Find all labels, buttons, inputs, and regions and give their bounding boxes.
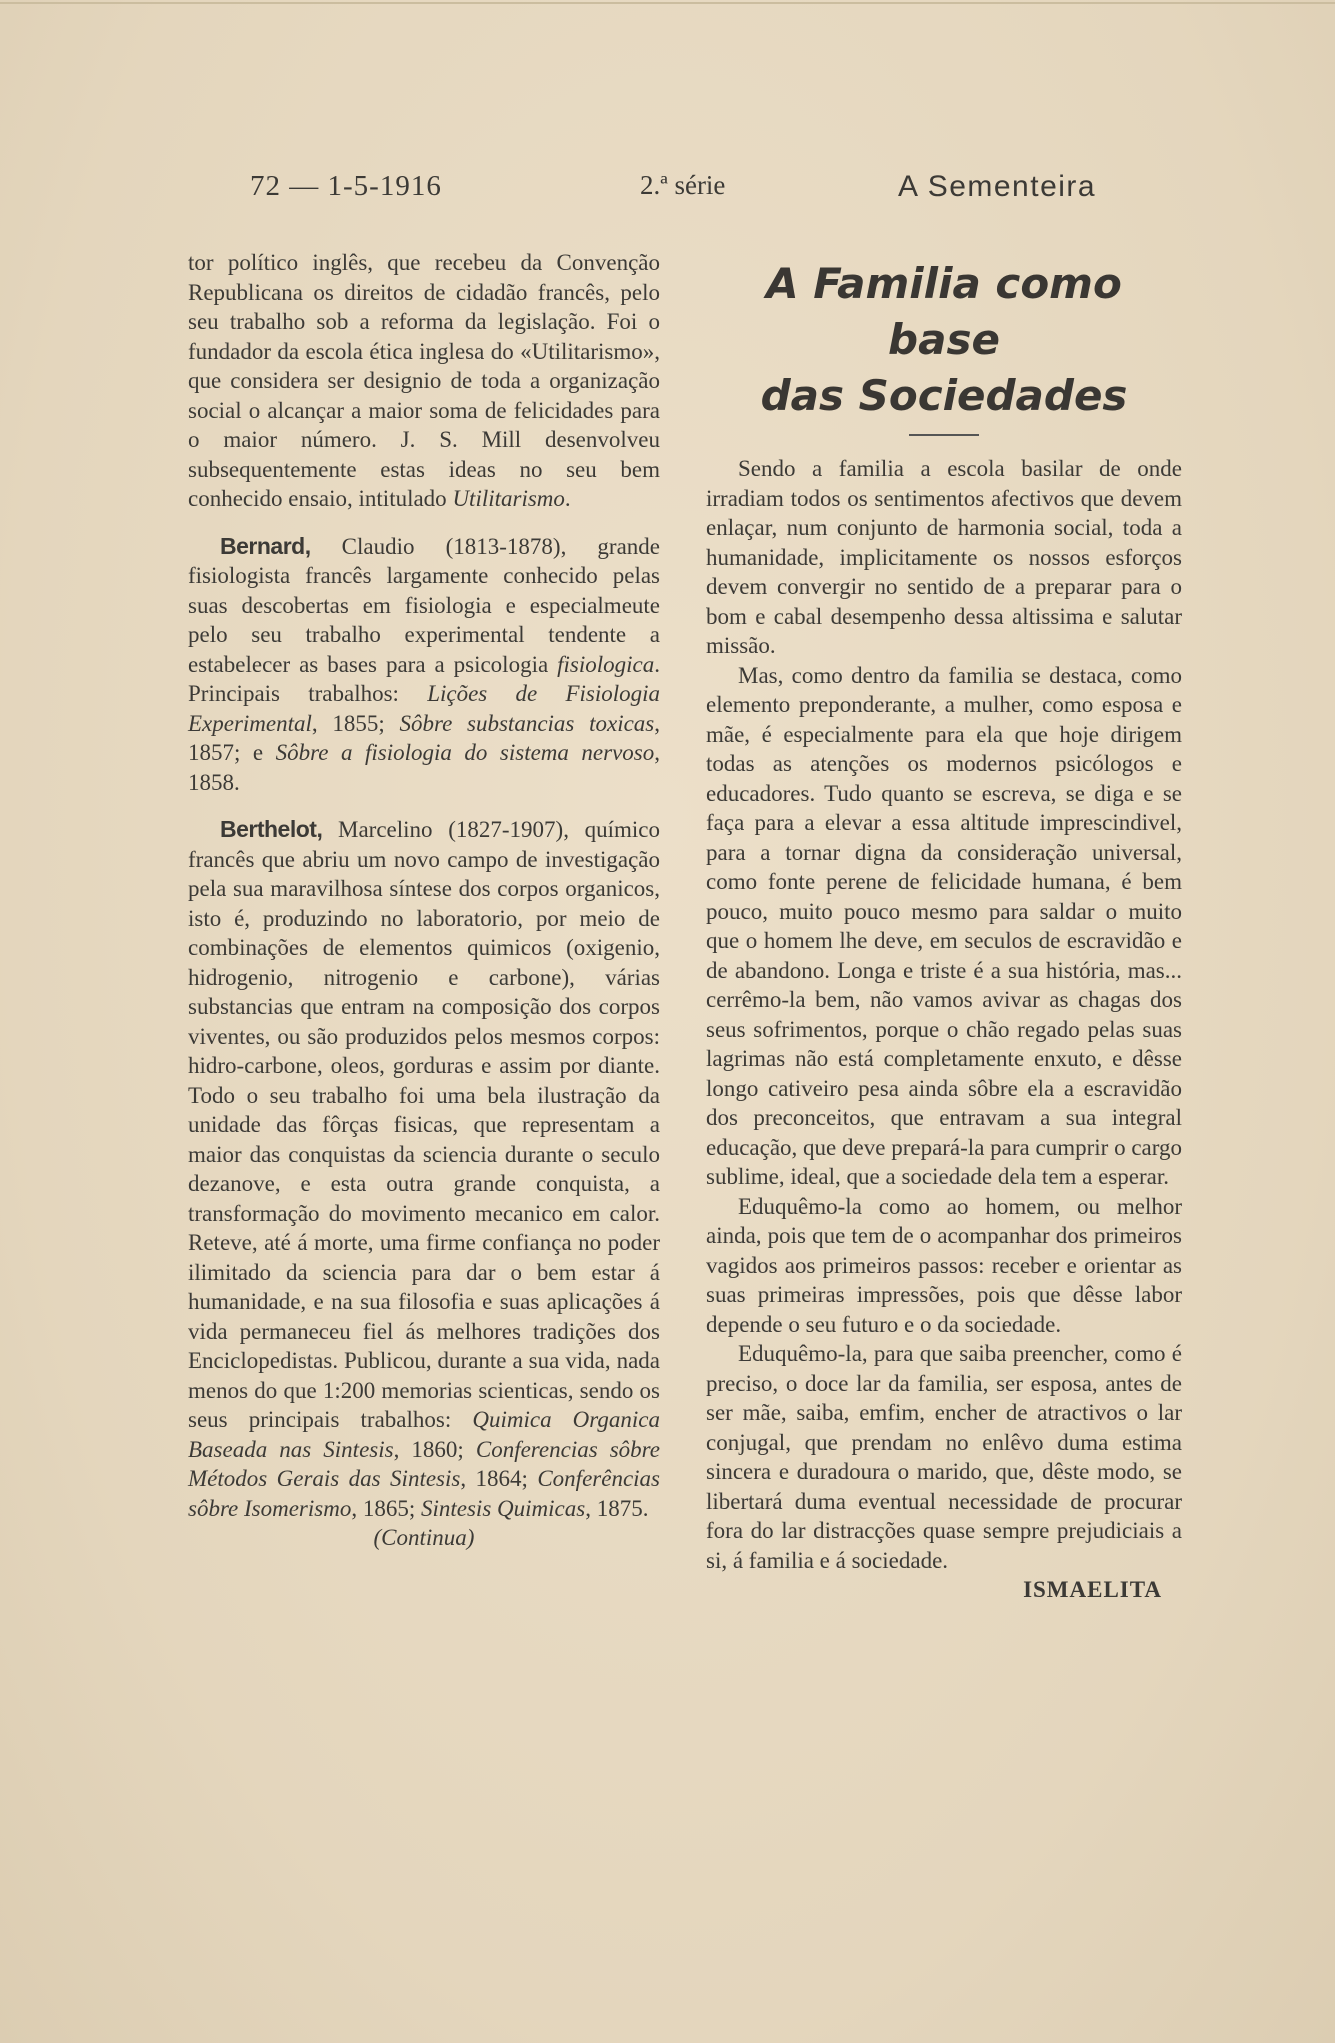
- article-paragraph-1: Sendo a familia a escola basilar de onde irradiam todos os sentimentos afectivos que devem enlaçar, num conjunto de harmonia social, toda a humanidade, implicitamente os nossos esforços devem convergir no sentido de a preparar para o bom e cabal desempenho dessa altissima e salutar missão.: [706, 456, 1182, 658]
- article-paragraph-3: Eduquêmo-la como ao homem, ou melhor ainda, pois que tem de o acompanhar dos primeiros vagidos aos primeiros passos: receber e orientar as suas primeiras impressões, pois que dêsse labor depende o seu futuro e o da sociedade.: [706, 1193, 1182, 1337]
- left-column: [188, 248, 660, 1553]
- article-paragraph-4: Eduquêmo-la, para que saiba preencher, como é preciso, o doce lar da familia, ser esposa, antes de ser mãe, saiba, emfim, encher de atractivos o lar conjugal, que prendam no enlêvo duma estima sincera e duradoura o marido, que, dêste modo, se libertará duma eventual necessidade de procurar fora do lar distracções quase sempre prejudiciais a si, á familia e á sociedade.: [706, 1341, 1182, 1573]
- page-edge: [0, 2, 1335, 4]
- article-title: A Familia como base das Sociedades: [760, 259, 1128, 420]
- paragraph-bentham-end: tor político inglês, que recebeu da Convenção Republicana os direitos de cidadão francês, pelo seu trabalho sob a reforma da legislação. Foi o fundador da escola ética inglesa do «Utilitarismo», que considera ser designio de toda a organização social o alcançar a maior soma de felicidades para o maior número. J. S. Mill desenvolveu subsequentemente estas ideas no seu bem conhecido ensaio, intitulado Utilitarismo.: [188, 250, 660, 511]
- series-label: 2.ª série: [640, 170, 726, 200]
- page-header: [0, 170, 1335, 214]
- article-paragraph-2: Mas, como dentro da familia se destaca, como elemento preponderante, a mulher, como esposa e mãe, é especialmente para ela que hoje dirigem todas as atenções os modernos psicólogos e educadores. Tudo quanto se escreva, se diga e se faça para a elevar a essa altitude imprescindivel, para a tornar digna da consideração universal, como fonte perene de felicidade humana, é bem pouco, muito pouco mesmo para saldar o muito que o homem lhe deve, em seculos de escravidão e de abandono. Longa e triste é a sua história, mas... cerrêmo-la bem, não vamos avivar as chagas dos seus sofrimentos, porque o chão regado pelas suas lagrimas não está completamente enxuto, e dêsse longo cativeiro pesa ainda sôbre ela a escravidão dos preconceitos, que entravam a sua integral educação, que deve prepará-la para cumprir o cargo sublime, ideal, que a sociedade dela tem a esperar.: [706, 662, 1182, 1189]
- author-signature: ISMAELITA: [1023, 1577, 1162, 1602]
- page-number-date: 72 — 1-5-1916: [250, 170, 442, 202]
- title-divider: [909, 434, 979, 436]
- continua-label: (Continua): [373, 1525, 475, 1550]
- publication-title: A Sementeira: [898, 170, 1097, 203]
- paragraph-berthelot: Berthelot, Marcelino (1827-1907), químico francês que abriu um novo campo de investigação pela sua maravilhosa síntese dos corpos organicos, isto é, produzindo no laboratorio, por meio de combinações de elementos quimicos (oxigenio, hidrogenio, nitrogenio e carbone), várias substancias que entram na composição dos corpos viventes, ou são produzidos pelos mesmos corpos: hidro-carbone, oleos, gorduras e assim por diante. Todo o seu trabalho foi uma bela ilustração da unidade das fôrças fisicas, que representam a maior das conquistas da sciencia durante o seculo dezanove, e esta outra grande conquista, a transformação do movimento mecanico em calor. Reteve, até á morte, uma firme confiança no poder ilimitado da sciencia para dar o bem estar á humanidade, e na sua filosofia e suas aplicações á vida permaneceu fiel ás melhores tradições dos Enciclopedistas. Publicou, durante a sua vida, nada menos do que 1:200 memorias scienticas, sendo os seus principais trabalhos: Quimica Organica Baseada nas Sintesis, 1860; Conferencias sôbre Métodos Gerais das Sintesis, 1864; Conferências sôbre Isomerismo, 1865; Sintesis Quimicas, 1875.: [188, 816, 660, 1521]
- paragraph-bernard: Bernard, Claudio (1813-1878), grande fisiologista francês largamente conhecido pelas suas descobertas em fisiologia e especialmeute pelo seu trabalho experimental tendente a estabelecer as bases para a psicologia fisiologica. Principais trabalhos: Lições de Fisiologia Experimental, 1855; Sôbre substancias toxicas, 1857; e Sôbre a fisiologia do sistema nervoso, 1858.: [188, 532, 660, 795]
- right-column: [706, 256, 1182, 1605]
